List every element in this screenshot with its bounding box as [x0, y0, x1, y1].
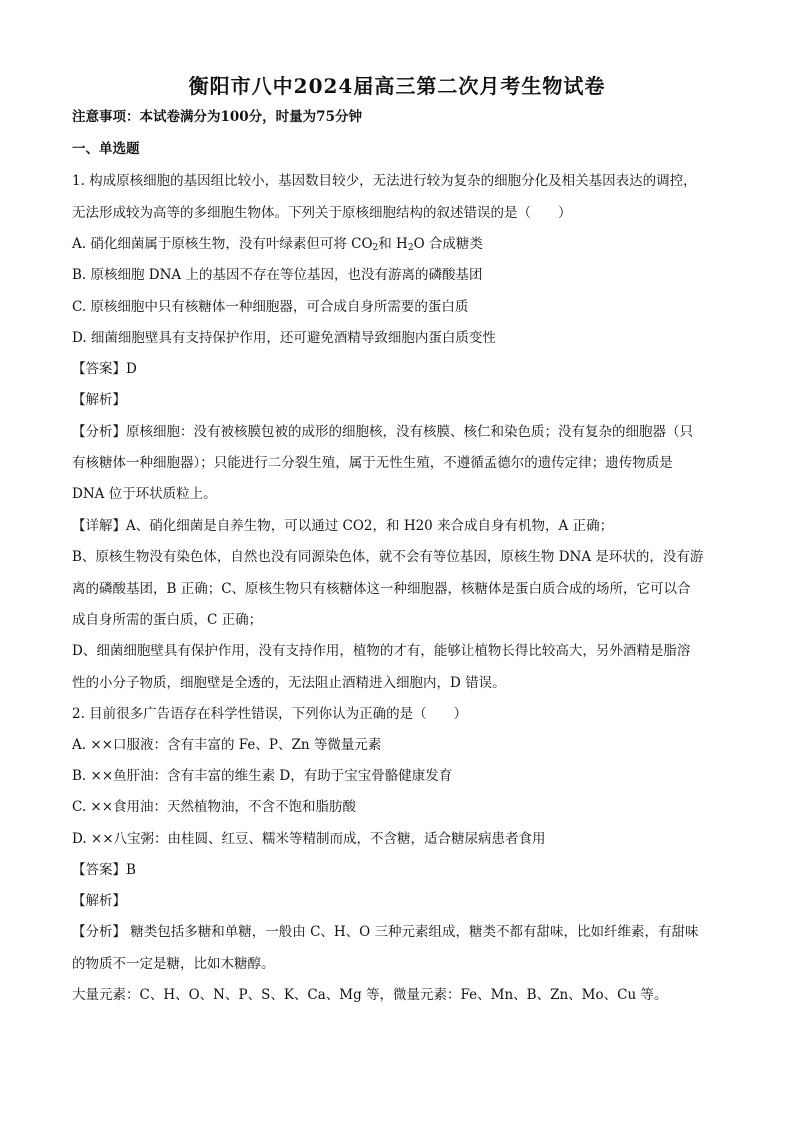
- q1-option-c: C. 原核细胞中只有核糖体一种细胞器，可合成自身所需要的蛋白质: [72, 299, 469, 315]
- q2-option-c: C. ××食用油：天然植物油，不含不饱和脂肪酸: [72, 799, 357, 815]
- q1-detail-line-5: D、细菌细胞壁具有保护作用，没有支持作用，植物的才有，能够让植物长得比较高大，另外酒精是脂溶: [72, 643, 691, 659]
- q1-stem-line-2: 无法形成较为高等的多细胞生物体。下列关于原核细胞结构的叙述错误的是（ ）: [72, 205, 572, 221]
- q2-analysis-line-2: 的物质不一定是糖，比如木糖醇。: [72, 956, 275, 972]
- q2-analysis-line-1: 【分析】 糖类包括多糖和单糖，一般由 C、H、O 三种元素组成，糖类不都有甜味，比如纤维素，有甜味: [72, 924, 699, 940]
- notice: 注意事项：本试卷满分为100分，时量为75分钟: [72, 109, 362, 125]
- q1-stem-line-1: 1. 构成原核细胞的基因组比较小，基因数目较少，无法进行较为复杂的细胞分化及相关基因表达的调控，: [72, 173, 697, 189]
- q2-elements-line: 大量元素：C、H、O、N、P、S、K、Ca、Mg 等，微量元素：Fe、Mn、B、Zn、Mo、Cu 等。: [72, 987, 668, 1003]
- q1-option-a-text-3: O 合成糖类: [413, 236, 483, 252]
- section-heading: 一、单选题: [72, 141, 140, 157]
- q1-detail-line-3: 离的磷酸基团，B 正确；C、原核生物只有核糖体这一种细胞器，核糖体是蛋白质合成的场所，它可以合: [72, 581, 691, 597]
- q1-analysis-line-3: DNA 位于环状质粒上。: [72, 486, 217, 502]
- q1-option-d: D. 细菌细胞壁具有支持保护作用，还可避免酒精导致细胞内蛋白质变性: [72, 330, 496, 346]
- q1-option-a-sub-1: 2: [372, 243, 379, 253]
- q1-detail-line-2: B、原核生物没有染色体，自然也没有同源染色体，就不会有等位基因，原核生物 DNA 是环状的，没有游: [72, 549, 704, 565]
- q1-option-a-text-2: 和 H: [378, 236, 408, 252]
- q1-detail-line-1: 【详解】A、硝化细菌是自养生物，可以通过 CO2，和 H20 来合成自身有机物，A 正确；: [72, 518, 614, 534]
- q1-analysis-line-1: 【分析】原核细胞：没有被核膜包被的成形的细胞核，没有核膜、核仁和染色质；没有复杂的细胞器（只: [72, 424, 693, 440]
- q2-option-b: B. ××鱼肝油：含有丰富的维生素 D，有助于宝宝骨骼健康发育: [72, 768, 453, 784]
- q2-answer: 【答案】B: [72, 862, 136, 878]
- q2-stem: 2. 目前很多广告语存在科学性错误，下列你认为正确的是（ ）: [72, 706, 468, 722]
- q2-option-a: A. ××口服液：含有丰富的 Fe、P、Zn 等微量元素: [72, 737, 382, 753]
- q1-option-a-sub-2: 2: [407, 243, 414, 253]
- q1-analysis-line-2: 有核糖体一种细胞器）；只能进行二分裂生殖，属于无性生殖，不遵循孟德尔的遗传定律；遗传物质是: [72, 455, 673, 471]
- q1-answer: 【答案】D: [72, 361, 137, 377]
- q1-option-b: B. 原核细胞 DNA 上的基因不存在等位基因，也没有游离的磷酸基团: [72, 267, 483, 283]
- q1-option-a: [72, 235, 732, 253]
- q2-analysis-label: 【解析】: [72, 893, 126, 909]
- q1-analysis-label: 【解析】: [72, 392, 126, 408]
- q1-detail-line-4: 成自身所需的蛋白质，C 正确；: [72, 612, 263, 628]
- q1-option-a-text-1: A. 硝化细菌属于原核生物，没有叶绿素但可将 CO: [72, 236, 373, 252]
- q1-detail-line-6: 性的小分子物质，细胞壁是全透的，无法阻止酒精进入细胞内，D 错误。: [72, 675, 506, 691]
- q2-option-d: D. ××八宝粥：由桂圆、红豆、糯米等精制而成，不含糖，适合糖尿病患者食用: [72, 831, 546, 847]
- page-title: 衡阳市八中2024届高三第二次月考生物试卷: [188, 74, 606, 98]
